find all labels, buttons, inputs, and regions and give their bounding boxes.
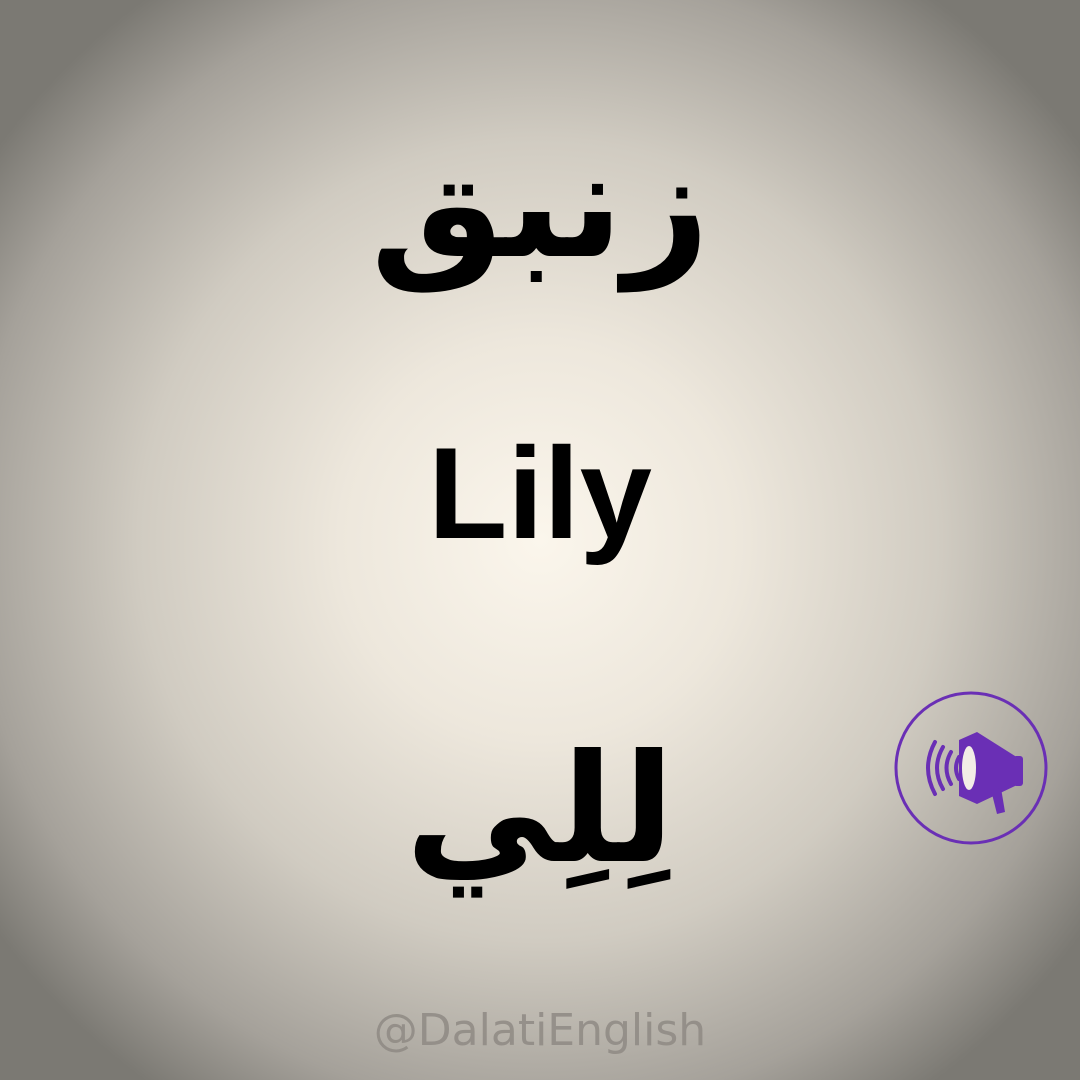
arabic-word: زنبق xyxy=(370,118,710,292)
english-word: Lily xyxy=(428,420,652,566)
watermark-handle: @DalatiEnglish xyxy=(373,1005,707,1056)
pronounce-button[interactable] xyxy=(893,690,1049,846)
arabic-pronunciation: لِلِي xyxy=(405,723,675,897)
megaphone-icon xyxy=(893,690,1049,846)
